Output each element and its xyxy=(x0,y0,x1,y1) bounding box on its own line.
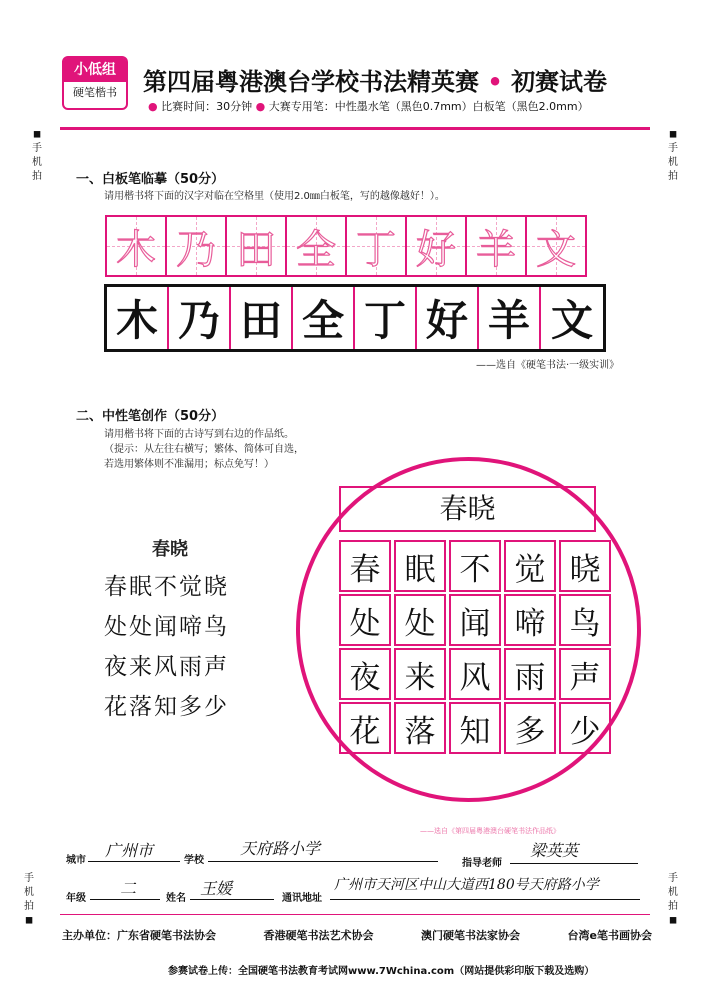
name-field[interactable]: 王媛 xyxy=(200,879,233,898)
section1-title: 一、白板笔临摹（50分） xyxy=(76,172,225,187)
city-underline xyxy=(88,860,180,862)
work-cell[interactable]: 春 xyxy=(339,540,391,592)
trace-cell[interactable] xyxy=(105,215,167,277)
camera-icon: ◼ xyxy=(668,129,678,140)
camera-label: 手机拍 xyxy=(668,873,678,912)
work-cell[interactable]: 闻 xyxy=(449,594,501,646)
trace-char: 乃 xyxy=(176,226,216,273)
trace-char: 全 xyxy=(296,226,336,273)
badge-group-label: 小低组 xyxy=(64,58,126,82)
organizer-item: 澳门硬笔书法家协会 xyxy=(421,929,520,942)
trace-char: 丁 xyxy=(356,226,396,273)
model-cell xyxy=(169,287,231,349)
section2-title: 二、中性笔创作（50分） xyxy=(76,409,225,424)
work-cell[interactable]: 不 xyxy=(449,540,501,592)
city-label: 城市 xyxy=(66,855,86,866)
header-divider xyxy=(60,127,650,130)
work-cell[interactable]: 花 xyxy=(339,702,391,754)
camera-marker-top-right xyxy=(666,128,680,184)
grade-underline xyxy=(90,898,160,900)
work-cell[interactable]: 处 xyxy=(339,594,391,646)
model-char: 乃 xyxy=(177,296,220,345)
grade-field[interactable]: 二 xyxy=(120,879,137,898)
work-title-box[interactable]: 春晓 xyxy=(339,486,596,532)
camera-marker-top-left xyxy=(30,128,44,184)
school-underline xyxy=(208,860,438,862)
trace-char: 木 xyxy=(116,226,156,273)
badge-style-label: 硬笔楷书 xyxy=(73,86,117,99)
trace-char: 田 xyxy=(236,226,276,273)
grade-label: 年级 xyxy=(66,893,86,904)
teacher-field[interactable]: 梁英英 xyxy=(530,841,579,860)
address-label: 通讯地址 xyxy=(282,893,322,904)
poem-title: 春晓 xyxy=(152,539,188,560)
work-cell[interactable]: 来 xyxy=(394,648,446,700)
section1-instruction: 请用楷书将下面的汉字对临在空格里（使用2.0㎜白板笔，写的越像越好！）。 xyxy=(104,191,445,202)
rule-pens: 大赛专用笔：中性墨水笔（黑色0.7mm）白板笔（黑色2.0mm） xyxy=(268,100,589,113)
name-underline xyxy=(190,898,274,900)
work-cell[interactable]: 知 xyxy=(449,702,501,754)
organizers xyxy=(62,927,652,943)
work-cell[interactable]: 多 xyxy=(504,702,556,754)
model-char: 木 xyxy=(115,296,158,345)
trace-cell[interactable] xyxy=(345,215,407,277)
poem-line: 夜来风雨声 xyxy=(104,654,229,680)
trace-cell[interactable] xyxy=(165,215,227,277)
instruction-line: 请用楷书将下面的古诗写到右边的作品纸。 xyxy=(104,429,294,440)
work-cell[interactable]: 风 xyxy=(449,648,501,700)
work-cell[interactable]: 啼 xyxy=(504,594,556,646)
organizer-item: 香港硬笔书法艺术协会 xyxy=(263,929,374,942)
name-label: 姓名 xyxy=(166,893,186,904)
instruction-line: 若选用繁体则不准漏用；标点免写！） xyxy=(104,459,274,470)
address-underline xyxy=(330,898,640,900)
camera-label: 手机拍 xyxy=(32,143,42,182)
work-cell[interactable]: 觉 xyxy=(504,540,556,592)
model-cell xyxy=(293,287,355,349)
work-cell[interactable]: 鸟 xyxy=(559,594,611,646)
teacher-label: 指导老师 xyxy=(462,858,502,869)
rule-time: 比赛时间：30分钟 xyxy=(161,100,253,113)
city-field[interactable]: 广州市 xyxy=(105,841,154,860)
camera-label: 手机拍 xyxy=(24,873,34,912)
footer-divider xyxy=(60,914,650,915)
work-source: ——选自《第四届粤港澳台硬笔书法作品纸》 xyxy=(420,827,560,835)
model-char: 丁 xyxy=(363,296,406,345)
model-char: 好 xyxy=(425,296,468,345)
work-cell[interactable]: 雨 xyxy=(504,648,556,700)
work-cell[interactable]: 少 xyxy=(559,702,611,754)
poem-line: 春眠不觉晓 xyxy=(104,574,229,600)
work-grid xyxy=(339,540,611,754)
trace-char: 好 xyxy=(416,226,456,273)
group-badge xyxy=(62,56,128,110)
section1-source: ——选自《硬笔书法·一级实训》 xyxy=(476,360,620,371)
trace-cell[interactable] xyxy=(405,215,467,277)
camera-marker-bottom-right xyxy=(666,872,680,928)
model-cell xyxy=(355,287,417,349)
organizer-item: 主办单位：广东省硬笔书法协会 xyxy=(62,929,216,942)
poem-line: 花落知多少 xyxy=(104,694,229,720)
address-field[interactable]: 广州市天河区中山大道西180号天府路小学 xyxy=(334,877,599,893)
camera-icon: ◼ xyxy=(668,915,678,926)
model-cell xyxy=(107,287,169,349)
model-cell xyxy=(231,287,293,349)
work-cell[interactable]: 声 xyxy=(559,648,611,700)
work-cell[interactable]: 晓 xyxy=(559,540,611,592)
model-cell xyxy=(417,287,479,349)
model-char: 文 xyxy=(550,296,593,345)
camera-icon: ◼ xyxy=(24,915,34,926)
model-char: 羊 xyxy=(487,296,530,345)
teacher-underline xyxy=(510,862,638,864)
section2-instructions xyxy=(104,427,304,472)
exam-title-main: 第四届粤港澳台学校书法精英赛 xyxy=(143,68,479,96)
camera-icon: ◼ xyxy=(32,129,42,140)
school-field[interactable]: 天府路小学 xyxy=(240,839,321,858)
upload-note: 参赛试卷上传：全国硬笔书法教育考试网www.7Wchina.com（网站提供彩印版下载及选购） xyxy=(168,966,595,977)
trace-cell[interactable] xyxy=(465,215,527,277)
camera-label: 手机拍 xyxy=(668,143,678,182)
organizer-item: 台湾e笔书画协会 xyxy=(567,929,652,942)
model-cell xyxy=(541,287,603,349)
model-grid xyxy=(104,284,606,352)
instruction-line: （提示：从左往右横写；繁体、简体可自选， xyxy=(104,444,304,455)
trace-char: 文 xyxy=(536,226,576,273)
model-cell xyxy=(479,287,541,349)
work-cell[interactable]: 夜 xyxy=(339,648,391,700)
work-cell[interactable]: 眠 xyxy=(394,540,446,592)
poem-text xyxy=(104,568,229,728)
work-cell[interactable]: 处 xyxy=(394,594,446,646)
trace-char: 羊 xyxy=(476,226,516,273)
school-label: 学校 xyxy=(184,855,204,866)
exam-title-suffix: 初赛试卷 xyxy=(511,68,608,96)
trace-cell[interactable] xyxy=(285,215,347,277)
trace-cell[interactable] xyxy=(525,215,587,277)
trace-grid xyxy=(105,215,585,277)
exam-rules: ● 比赛时间：30分钟 ● 大赛专用笔：中性墨水笔（黑色0.7mm）白板笔（黑色2.0mm） xyxy=(148,100,589,113)
camera-marker-bottom-left xyxy=(22,872,36,928)
model-char: 田 xyxy=(239,296,282,345)
trace-cell[interactable] xyxy=(225,215,287,277)
work-cell[interactable]: 落 xyxy=(394,702,446,754)
exam-title: 第四届粤港澳台学校书法精英赛 • 初赛试卷 xyxy=(143,68,608,96)
poem-line: 处处闻啼鸟 xyxy=(104,614,229,640)
model-char: 全 xyxy=(301,296,344,345)
